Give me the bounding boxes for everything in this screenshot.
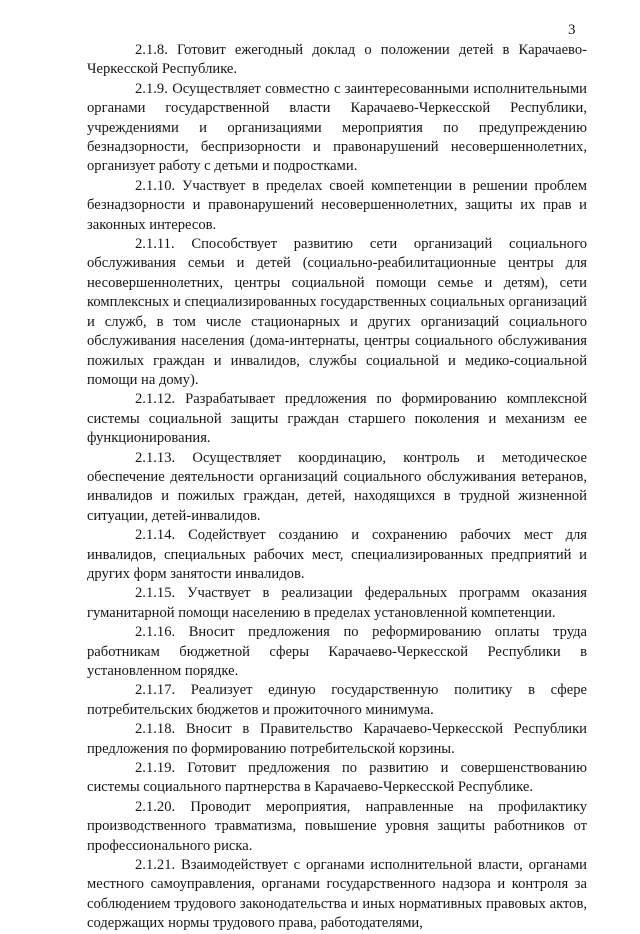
page-number: 3 [568, 22, 576, 38]
clause-2-1-19: 2.1.19. Готовит предложения по развитию и совершенствованию системы социального партнерства в Карачаево-Черкесской Республике. [87, 760, 587, 796]
clause-2-1-8: 2.1.8. Готовит ежегодный доклад о положении детей в Карачаево-Черкесской Республике. [87, 42, 587, 78]
clause-2-1-14: 2.1.14. Содействует созданию и сохранению рабочих мест для инвалидов, специальных рабочих мест, специализированных предприятий и других форм занятости инвалидов. [87, 527, 587, 582]
clause-2-1-9: 2.1.9. Осуществляет совместно с заинтересованными исполнительными органами государственной власти Карачаево-Черкесской Республики, учреждениями и организациями мероприятия по предупреждению безнадзорности, беспризорности и правонарушений несовершеннолетних, организует работу с детьми и подростками. [87, 80, 587, 175]
document-body [87, 41, 587, 934]
clause-2-1-16: 2.1.16. Вносит предложения по реформированию оплаты труда работникам бюджетной сферы Карачаево-Черкесской Республики в установленном порядке. [87, 624, 587, 679]
clause-2-1-20: 2.1.20. Проводит мероприятия, направленные на профилактику производственного травматизма, повышение уровня защиты работников от профессионального риска. [87, 798, 587, 854]
clause-2-1-11: 2.1.11. Способствует развитию сети организаций социального обслуживания семьи и детей (социально-реабилитационные центры для несовершеннолетних, центры социальной помощи семье и детям), сети комплексных и специализированных государственных социальных организаций и служб, в том числе стационарных и других организаций социального обслуживания населения (дома-интернаты, центры социального обслуживания пожилых граждан и инвалидов, службы социальной и медико-социальной помощи на дому). [87, 236, 587, 388]
clause-2-1-18: 2.1.18. Вносит в Правительство Карачаево-Черкесской Республики предложения по формированию потребительской корзины. [87, 721, 587, 757]
clause-2-1-17: 2.1.17. Реализует единую государственную политику в сфере потребительских бюджетов и прожиточного минимума. [87, 682, 587, 718]
clause-2-1-15: 2.1.15. Участвует в реализации федеральных программ оказания гуманитарной помощи населению в пределах установленной компетенции. [87, 585, 587, 621]
clause-2-1-13: 2.1.13. Осуществляет координацию, контроль и методическое обеспечение деятельности организаций социального обслуживания ветеранов, инвалидов и пожилых граждан, детей, находящихся в трудной жизненной ситуации, детей-инвалидов. [87, 449, 587, 524]
clause-2-1-10: 2.1.10. Участвует в пределах своей компетенции в решении проблем безнадзорности и правонарушений несовершеннолетних, защиты их прав и законных интересов. [87, 177, 587, 233]
clause-2-1-21: 2.1.21. Взаимодействует с органами исполнительной власти, органами местного самоуправления, органами государственного надзора и контроля за соблюдением трудового законодательства и иных нормативных правовых актов, содержащих нормы трудового права, работодателями, [87, 857, 587, 932]
clause-2-1-12: 2.1.12. Разрабатывает предложения по формированию комплексной системы социальной защиты граждан старшего поколения и механизм ее функционирования. [87, 391, 587, 447]
